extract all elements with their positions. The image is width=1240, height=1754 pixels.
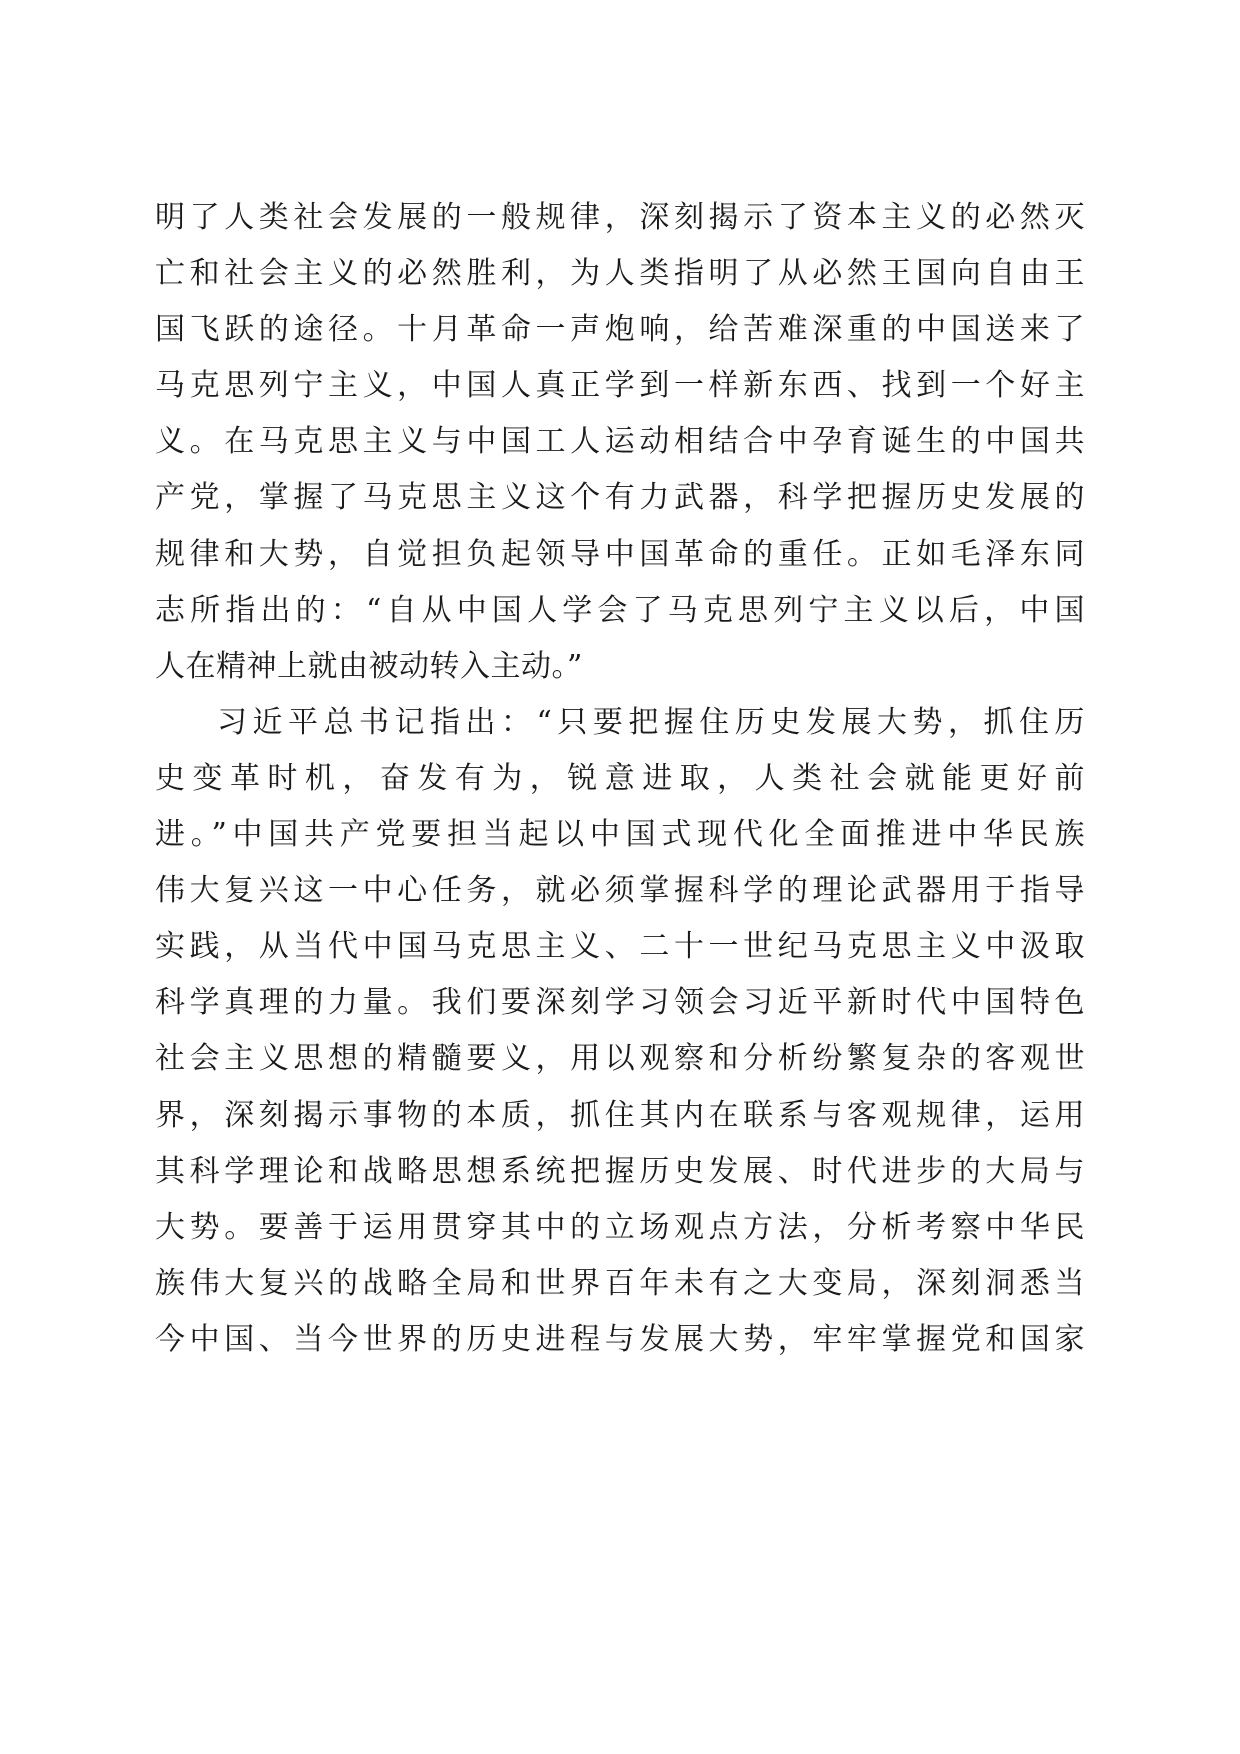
text-line: 义。在马克思主义与中国工人运动相结合中孕育诞生的中国共	[155, 424, 1085, 460]
text-line: 明了人类社会发展的一般规律，深刻揭示了资本主义的必然灭	[155, 200, 1085, 235]
text-line: 科学真理的力量。我们要深刻学习领会习近平新时代中国特色	[155, 985, 1085, 1021]
text-line: 实践，从当代中国马克思主义、二十一世纪马克思主义中汲取	[155, 929, 1085, 965]
paragraph-2	[155, 695, 1085, 1368]
text-line: 社会主义思想的精髓要义，用以观察和分析纷繁复杂的客观世	[155, 1041, 1085, 1077]
text-line: 今中国、当今世界的历史进程与发展大势，牢牢掌握党和国家	[155, 1321, 1085, 1357]
text-line: 大势。要善于运用贯穿其中的立场观点方法，分析考察中华民	[155, 1209, 1085, 1245]
text-line: 志所指出的：“自从中国人学会了马克思列宁主义以后，中国	[155, 592, 1085, 628]
text-line: 习近平总书记指出：“只要把握住历史发展大势，抓住历	[217, 704, 1085, 740]
text-line: 史变革时机，奋发有为，锐意进取，人类社会就能更好前	[155, 760, 1085, 796]
text-line: 其科学理论和战略思想系统把握历史发展、时代进步的大局与	[155, 1153, 1085, 1189]
text-line: 马克思列宁主义，中国人真正学到一样新东西、找到一个好主	[155, 368, 1085, 404]
text-line: 人在精神上就由被动转入主动。”	[155, 648, 583, 684]
text-line: 亡和社会主义的必然胜利，为人类指明了从必然王国向自由王	[155, 256, 1085, 292]
text-line: 界，深刻揭示事物的本质，抓住其内在联系与客观规律，运用	[155, 1097, 1085, 1133]
paragraph-1	[155, 190, 1085, 695]
text-line: 规律和大势，自觉担负起领导中国革命的重任。正如毛泽东同	[155, 536, 1085, 572]
text-line: 伟大复兴这一中心任务，就必须掌握科学的理论武器用于指导	[155, 873, 1085, 909]
text-line: 产党，掌握了马克思主义这个有力武器，科学把握历史发展的	[155, 480, 1085, 516]
document-body	[155, 190, 1085, 1368]
text-line: 进。”中国共产党要担当起以中国式现代化全面推进中华民族	[155, 817, 1085, 853]
text-line: 族伟大复兴的战略全局和世界百年未有之大变局，深刻洞悉当	[155, 1265, 1085, 1301]
text-line: 国飞跃的途径。十月革命一声炮响，给苦难深重的中国送来了	[155, 312, 1085, 348]
